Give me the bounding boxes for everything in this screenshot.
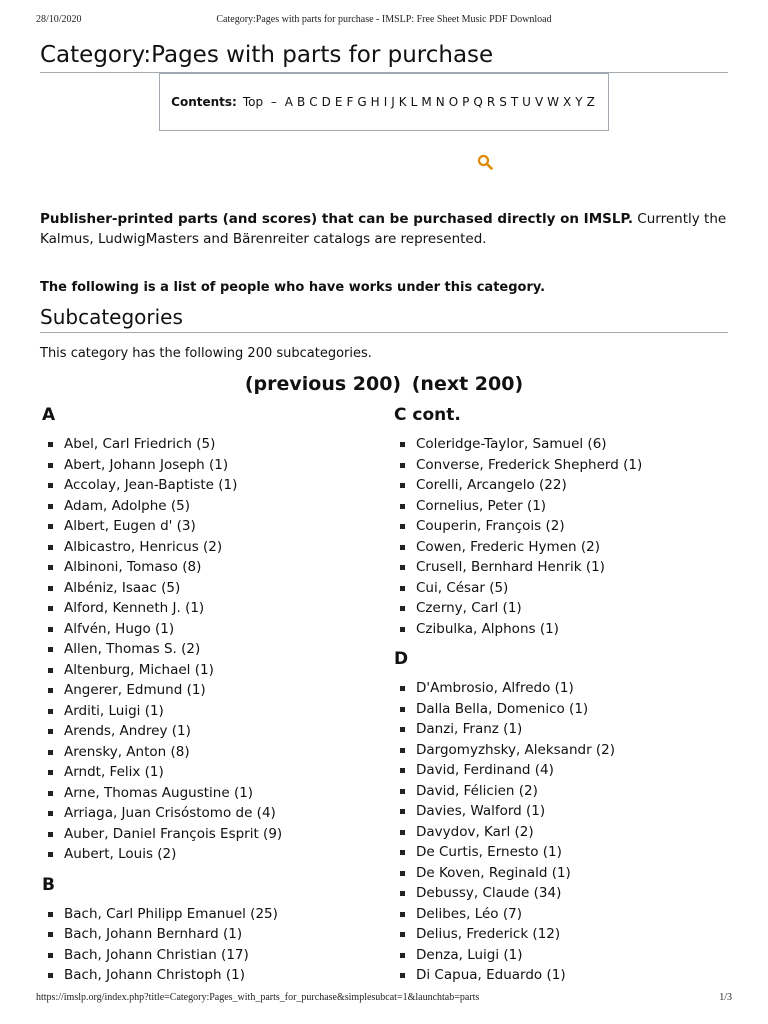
subcategory-link[interactable]: Albinoni, Tomaso (8) xyxy=(42,557,382,578)
subcategory-column-right xyxy=(394,405,734,996)
subcategory-link[interactable]: Alfvén, Hugo (1) xyxy=(42,619,382,640)
letter-heading: D xyxy=(394,649,409,669)
subcategory-link[interactable]: Bach, Johann Christian (17) xyxy=(42,945,382,966)
subcategory-link[interactable]: Bach, Johann Bernhard (1) xyxy=(42,924,382,945)
subcategory-link[interactable]: Auber, Daniel François Esprit (9) xyxy=(42,824,382,845)
subcategory-link[interactable]: Arensky, Anton (8) xyxy=(42,742,382,763)
toc-label: Contents: xyxy=(171,95,237,109)
print-footer xyxy=(36,992,732,1006)
description-bold: Publisher-printed parts (and scores) that can be purchased directly on IMSLP. xyxy=(40,211,634,227)
subcategory-link[interactable]: Bach, Carl Philipp Emanuel (25) xyxy=(42,904,382,925)
subcategory-link[interactable]: Albert, Eugen d' (3) xyxy=(42,516,382,537)
toc-link-y[interactable]: Y xyxy=(575,95,583,109)
toc-link-n[interactable]: N xyxy=(435,95,445,109)
toc-link-i[interactable]: I xyxy=(383,95,388,109)
toc-link-f[interactable]: F xyxy=(346,95,354,109)
print-page-number: 1/3 xyxy=(719,992,732,1003)
subcategory-link[interactable]: Denza, Luigi (1) xyxy=(394,945,734,966)
toc-link-top[interactable]: Top xyxy=(242,95,264,109)
subcategory-link[interactable]: Arndt, Felix (1) xyxy=(42,762,382,783)
subcategory-link[interactable]: De Koven, Reginald (1) xyxy=(394,863,734,884)
subcategory-link[interactable]: Czibulka, Alphons (1) xyxy=(394,619,734,640)
letter-heading: B xyxy=(42,874,55,895)
subcategory-list xyxy=(394,678,734,986)
toc-link-p[interactable]: P xyxy=(462,95,470,109)
subcategory-link[interactable]: Coleridge-Taylor, Samuel (6) xyxy=(394,434,734,455)
toc-link-e[interactable]: E xyxy=(334,95,343,109)
subcategory-link[interactable]: Albéniz, Isaac (5) xyxy=(42,578,382,599)
subcategory-link[interactable]: Abel, Carl Friedrich (5) xyxy=(42,434,382,455)
letter-heading: A xyxy=(42,405,56,425)
print-date: 28/10/2020 xyxy=(36,14,82,25)
subcategory-link[interactable]: Cornelius, Peter (1) xyxy=(394,496,734,517)
subcategory-link[interactable]: Dargomyzhsky, Aleksandr (2) xyxy=(394,740,734,761)
print-url: https://imslp.org/index.php?title=Category:Pages_with_parts_for_purchase&simplesubcat=1&launchtab=parts xyxy=(36,992,480,1003)
subcategory-link[interactable]: Davydov, Karl (2) xyxy=(394,822,734,843)
subcategory-link[interactable]: Cui, César (5) xyxy=(394,578,734,599)
category-description xyxy=(40,209,730,249)
letter-heading: C cont. xyxy=(394,405,461,425)
subcategory-link[interactable]: Converse, Frederick Shepherd (1) xyxy=(394,455,734,476)
description-rest: Currently the Kalmus, LudwigMasters and Bärenreiter catalogs are represented. xyxy=(40,211,727,247)
subcategory-link[interactable]: Delibes, Léo (7) xyxy=(394,904,734,925)
pagination xyxy=(0,373,768,395)
toc-link-t[interactable]: T xyxy=(510,95,519,109)
subcategory-link[interactable]: Alford, Kenneth J. (1) xyxy=(42,598,382,619)
subcategory-link[interactable]: Altenburg, Michael (1) xyxy=(42,660,382,681)
subcategory-link[interactable]: Adam, Adolphe (5) xyxy=(42,496,382,517)
toc-link-g[interactable]: G xyxy=(357,95,367,109)
subcategory-link[interactable]: D'Ambrosio, Alfredo (1) xyxy=(394,678,734,699)
toc-link-r[interactable]: R xyxy=(486,95,496,109)
subcategory-link[interactable]: Allen, Thomas S. (2) xyxy=(42,639,382,660)
subcategory-link[interactable]: Arne, Thomas Augustine (1) xyxy=(42,783,382,804)
subcategory-link[interactable]: David, Ferdinand (4) xyxy=(394,760,734,781)
toc-link-b[interactable]: B xyxy=(296,95,306,109)
print-doc-title: Category:Pages with parts for purchase - IMSLP: Free Sheet Music PDF Download xyxy=(216,14,552,25)
subcategory-link[interactable]: Danzi, Franz (1) xyxy=(394,719,734,740)
subcategory-link[interactable]: Dalla Bella, Domenico (1) xyxy=(394,699,734,720)
subcategory-link[interactable]: Arriaga, Juan Crisóstomo de (4) xyxy=(42,803,382,824)
toc-link-a[interactable]: A xyxy=(284,95,293,109)
subcategory-link[interactable]: Cowen, Frederic Hymen (2) xyxy=(394,537,734,558)
subcategory-link[interactable]: Couperin, François (2) xyxy=(394,516,734,537)
subcategory-link[interactable]: Accolay, Jean-Baptiste (1) xyxy=(42,475,382,496)
subcategory-link[interactable]: Arditi, Luigi (1) xyxy=(42,701,382,722)
toc-link-j[interactable]: J xyxy=(391,95,395,109)
subcategory-link[interactable]: Aubert, Louis (2) xyxy=(42,844,382,865)
toc-link-m[interactable]: M xyxy=(421,95,432,109)
toc-link-u[interactable]: U xyxy=(522,95,531,109)
subcategory-link[interactable]: Delius, Frederick (12) xyxy=(394,924,734,945)
subcategory-link[interactable]: Bach, Johann Christoph (1) xyxy=(42,965,382,986)
subcategory-link[interactable]: Di Capua, Eduardo (1) xyxy=(394,965,734,986)
print-header xyxy=(36,14,732,28)
subcategory-list xyxy=(394,434,734,639)
subcategory-list xyxy=(42,904,382,986)
search-icon[interactable] xyxy=(477,154,493,170)
toc-link-s[interactable]: S xyxy=(499,95,507,109)
subcategory-link[interactable]: Albicastro, Henricus (2) xyxy=(42,537,382,558)
toc-link-q[interactable]: Q xyxy=(473,95,483,109)
toc-link-k[interactable]: K xyxy=(398,95,407,109)
subcategory-link[interactable]: Davies, Walford (1) xyxy=(394,801,734,822)
subcategories-heading: Subcategories xyxy=(40,305,728,333)
subcategory-link[interactable]: David, Félicien (2) xyxy=(394,781,734,802)
subcategory-link[interactable]: Arends, Andrey (1) xyxy=(42,721,382,742)
table-of-contents xyxy=(159,73,609,131)
subcategory-link[interactable]: Crusell, Bernhard Henrik (1) xyxy=(394,557,734,578)
subcategory-link[interactable]: Angerer, Edmund (1) xyxy=(42,680,382,701)
toc-links xyxy=(241,95,597,109)
subcategory-link[interactable]: De Curtis, Ernesto (1) xyxy=(394,842,734,863)
subcategory-link[interactable]: Debussy, Claude (34) xyxy=(394,883,734,904)
people-note: The following is a list of people who have works under this category. xyxy=(40,280,546,295)
subcategories-count: This category has the following 200 subcategories. xyxy=(40,346,372,361)
toc-link-h[interactable]: H xyxy=(370,95,380,109)
toc-link-c[interactable]: C xyxy=(309,95,318,109)
toc-link-x[interactable]: X xyxy=(563,95,572,109)
toc-separator: – xyxy=(270,95,277,109)
subcategory-list xyxy=(42,434,382,865)
toc-link-o[interactable]: O xyxy=(448,95,459,109)
toc-link-l[interactable]: L xyxy=(410,95,418,109)
previous-page-link[interactable]: (previous 200) xyxy=(244,373,402,395)
toc-link-v[interactable]: V xyxy=(534,95,544,109)
toc-link-w[interactable]: W xyxy=(547,95,560,109)
subcategory-link[interactable]: Czerny, Carl (1) xyxy=(394,598,734,619)
toc-link-d[interactable]: D xyxy=(321,95,331,109)
subcategory-column-left xyxy=(42,405,382,996)
subcategory-link[interactable]: Abert, Johann Joseph (1) xyxy=(42,455,382,476)
subcategory-link[interactable]: Corelli, Arcangelo (22) xyxy=(394,475,734,496)
next-page-link[interactable]: (next 200) xyxy=(411,373,524,395)
toc-link-z[interactable]: Z xyxy=(586,95,595,109)
page-title: Category:Pages with parts for purchase xyxy=(40,42,728,73)
